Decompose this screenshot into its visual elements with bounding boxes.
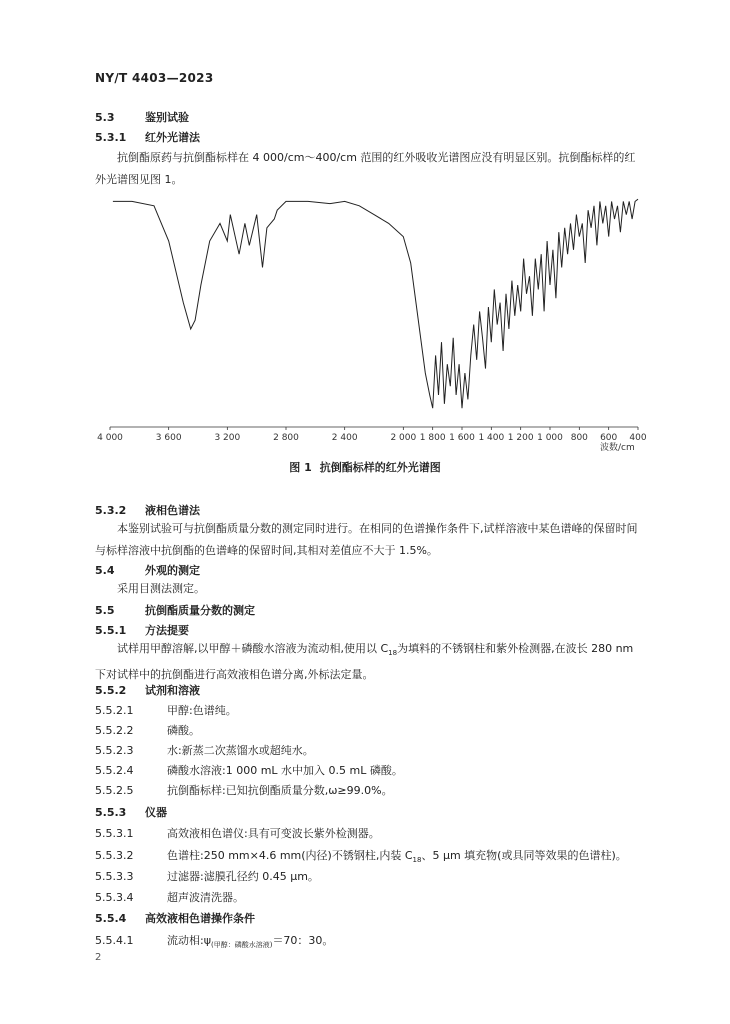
item-number: 5.5.2.3 — [95, 744, 134, 757]
section-number: 5.3.2 — [95, 504, 127, 517]
item-text: 、5 μm 填充物(或具同等效果的色谱柱)。 — [421, 849, 627, 862]
item-number: 5.5.4.1 — [95, 934, 134, 947]
item-text: 磷酸。 — [167, 724, 200, 737]
section-5-5-1-text — [95, 638, 643, 686]
section-5-5-4-heading — [95, 911, 255, 927]
x-tick-label: 3 200 — [214, 433, 241, 443]
section-title: 红外光谱法 — [145, 131, 200, 144]
list-item — [95, 743, 314, 759]
section-5-3-1-heading — [95, 130, 200, 146]
x-axis-unit-label: 波数/cm — [600, 443, 635, 453]
x-tick-label: 400 — [629, 433, 647, 443]
list-item — [95, 848, 627, 868]
section-number: 5.5.1 — [95, 624, 127, 637]
section-number: 5.3 — [95, 111, 115, 124]
item-number: 5.5.2.4 — [95, 764, 134, 777]
list-item — [95, 763, 403, 779]
list-item — [95, 703, 237, 719]
list-item — [95, 869, 319, 885]
section-5-3-2-text: 本鉴别试验可与抗倒酯质量分数的测定同时进行。在相同的色谱操作条件下,试样溶液中某色谱峰的保留时间与标样溶液中抗倒酯的色谱峰的保留时间,其相对差值应不大于 1.5%。 — [95, 522, 638, 557]
section-title: 仪器 — [145, 806, 167, 819]
x-tick-label: 800 — [570, 433, 588, 443]
section-5-3-2-heading — [95, 503, 200, 519]
x-tick-label: 1 200 — [507, 433, 534, 443]
list-item — [95, 783, 393, 799]
section-number: 5.4 — [95, 564, 115, 577]
item-number: 5.5.3.1 — [95, 827, 134, 840]
subscript: (甲醇：磷酸水溶液) — [210, 941, 273, 950]
document-code: NY/T 4403—2023 — [95, 71, 214, 85]
item-text: 流动相:ψ — [167, 934, 211, 947]
x-tick-label: 1 600 — [449, 433, 475, 443]
x-tick-label: 1 800 — [419, 433, 446, 443]
section-5-3-1-text: 抗倒酯原药与抗倒酯标样在 4 000/cm～400/cm 范围的红外吸收光谱图应没有明显区别。抗倒酯标样的红外光谱图见图 1。 — [95, 151, 636, 186]
item-number: 5.5.2.1 — [95, 704, 134, 717]
ir-spectrum-chart — [97, 193, 660, 453]
list-item — [95, 890, 244, 906]
item-text: 抗倒酯标样:已知抗倒酯质量分数,ω≥99.0%。 — [167, 784, 393, 797]
list-item — [95, 933, 333, 953]
x-tick-label: 1 000 — [537, 433, 563, 443]
item-text: 超声波清洗器。 — [167, 891, 244, 904]
section-5-5-heading — [95, 603, 255, 619]
text-part: 试样用甲醇溶解,以甲醇＋磷酸水溶液为流动相,使用以 C — [117, 642, 389, 655]
x-tick-label: 2 400 — [331, 433, 358, 443]
section-title: 鉴别试验 — [145, 111, 189, 124]
figure-number: 图 1 — [289, 461, 312, 474]
item-number: 5.5.3.4 — [95, 891, 134, 904]
item-text: 高效液相色谱仪:具有可变波长紫外检测器。 — [167, 827, 380, 840]
figure-title: 抗倒酯标样的红外光谱图 — [319, 461, 441, 474]
spectrum-line — [113, 199, 638, 408]
item-text: 水:新蒸二次蒸馏水或超纯水。 — [167, 744, 314, 757]
item-number: 5.5.3.2 — [95, 849, 134, 862]
section-number: 5.5.3 — [95, 806, 127, 819]
x-tick-label: 2 000 — [390, 433, 417, 443]
item-number: 5.5.3.3 — [95, 870, 134, 883]
item-text: 甲醇:色谱纯。 — [167, 704, 237, 717]
ir-spectrum-figure — [97, 193, 660, 453]
item-text: 过滤器:滤膜孔径约 0.45 μm。 — [167, 870, 319, 883]
x-tick-label: 1 400 — [478, 433, 505, 443]
section-5-5-3-heading — [95, 805, 167, 821]
text-part: 为填料的不锈钢柱和紫外检测器,在波长 280 nm 下对试样中的抗倒酯进行高效液相色谱分离,外标法定量。 — [95, 642, 634, 682]
section-5-5-1-heading — [95, 623, 189, 639]
section-number: 5.5 — [95, 604, 115, 617]
section-5-5-2-heading — [95, 683, 200, 699]
x-axis-ticks — [97, 427, 647, 443]
section-title: 抗倒酯质量分数的测定 — [145, 604, 255, 617]
page-number: 2 — [95, 952, 102, 963]
section-title: 外观的测定 — [145, 564, 200, 577]
section-title: 方法提要 — [145, 624, 189, 637]
item-number: 5.5.2.2 — [95, 724, 134, 737]
section-title: 试剂和溶液 — [145, 684, 200, 697]
list-item — [95, 826, 380, 842]
x-tick-label: 4 000 — [97, 433, 123, 443]
section-5-4-heading — [95, 563, 200, 579]
item-text: 色谱柱:250 mm×4.6 mm(内径)不锈钢柱,内装 C — [167, 849, 413, 862]
section-number: 5.5.2 — [95, 684, 127, 697]
x-tick-label: 2 800 — [273, 433, 299, 443]
subscript: 18 — [412, 856, 422, 865]
section-5-4-text: 采用目测法测定。 — [117, 582, 205, 595]
section-title: 高效液相色谱操作条件 — [145, 912, 255, 925]
section-number: 5.5.4 — [95, 912, 127, 925]
item-number: 5.5.2.5 — [95, 784, 134, 797]
subscript: 18 — [388, 649, 398, 658]
item-text: ＝70：30。 — [272, 934, 334, 947]
section-number: 5.3.1 — [95, 131, 127, 144]
x-tick-label: 3 600 — [155, 433, 182, 443]
figure-caption — [0, 459, 730, 475]
list-item — [95, 723, 200, 739]
section-5-3-heading — [95, 110, 189, 126]
section-title: 液相色谱法 — [145, 504, 200, 517]
x-tick-label: 600 — [600, 433, 618, 443]
item-text: 磷酸水溶液:1 000 mL 水中加入 0.5 mL 磷酸。 — [167, 764, 403, 777]
